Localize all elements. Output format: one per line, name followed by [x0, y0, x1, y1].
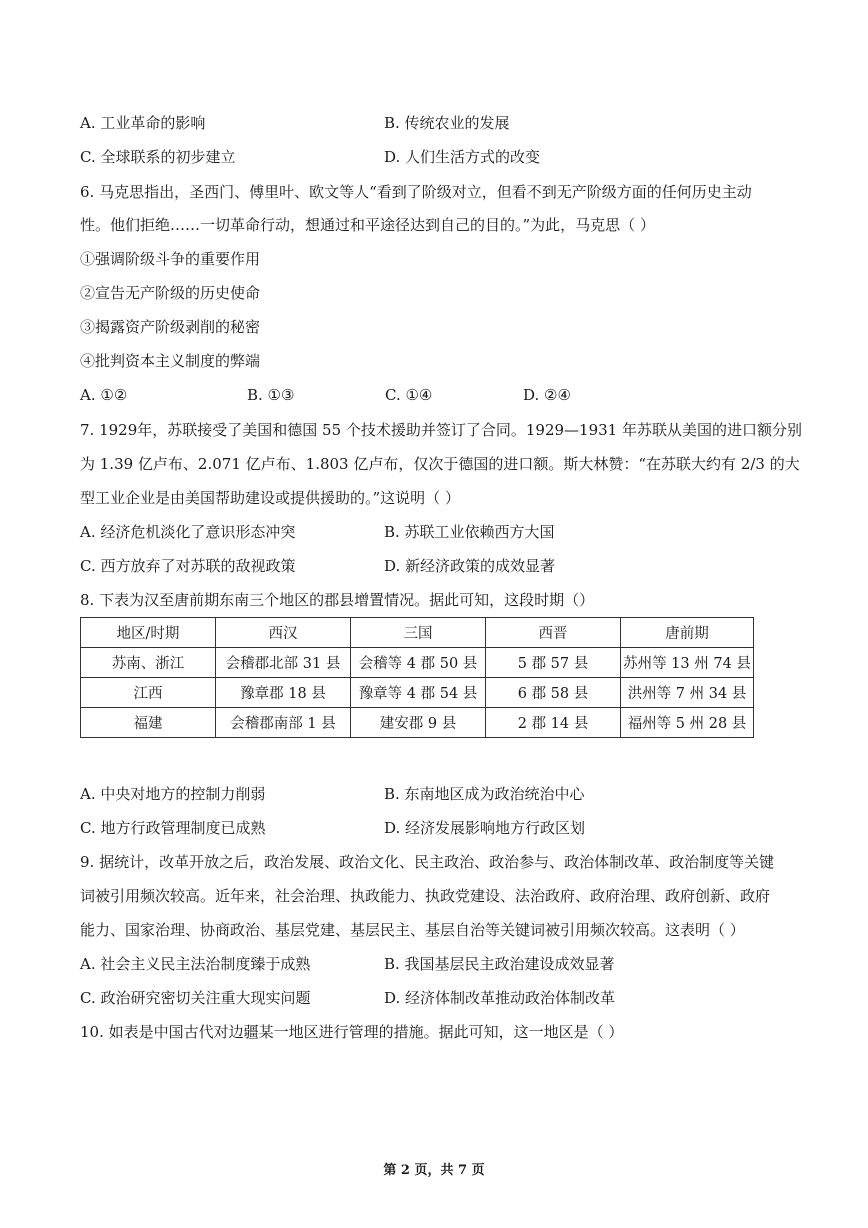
- q6-stem-line1: 6. 马克思指出，圣西门、傅里叶、欧文等人“看到了阶级对立，但看不到无产阶级方面的任何历史主动: [80, 183, 752, 201]
- q10-stem: 10. 如表是中国古代对边疆某一地区进行管理的措施。据此可知，这一地区是（ ）: [80, 1023, 624, 1041]
- q6-option-d: D. ②④: [523, 386, 571, 404]
- table-header-cell: 西晋: [486, 618, 621, 648]
- q7-stem-line2: 为 1.39 亿卢布、2.071 亿卢布、1.803 亿卢布，仅次于德国的进口额。斯大林赞：“在苏联大约有 2/3 的大: [80, 455, 800, 473]
- table-cell: 福州等 5 州 28 县: [621, 708, 754, 738]
- q6-item-3: ③揭露资产阶级剥削的秘密: [80, 318, 261, 336]
- q9-stem-line3: 能力、国家治理、协商政治、基层党建、基层民主、基层自治等关键词被引用频次较高。这表明（ ）: [80, 921, 745, 939]
- q6-item-4: ④批判资本主义制度的弊端: [80, 352, 261, 370]
- table-header-cell: 三国: [351, 618, 486, 648]
- table-cell: 洪州等 7 州 34 县: [621, 678, 754, 708]
- table-cell: 苏南、浙江: [81, 648, 216, 678]
- q8-option-c: C. 地方行政管理制度已成熟: [80, 819, 266, 837]
- table-header-row: [81, 618, 754, 648]
- q6-option-a: A. ①②: [80, 386, 128, 404]
- q6-option-c: C. ①④: [385, 386, 433, 404]
- table-cell: 苏州等 13 州 74 县: [621, 648, 754, 678]
- q9-option-b: B. 我国基层民主政治建设成效显著: [384, 955, 615, 973]
- q8-option-b: B. 东南地区成为政治统治中心: [384, 785, 585, 803]
- q6-item-1: ①强调阶级斗争的重要作用: [80, 250, 261, 268]
- table-cell: 会稽等 4 郡 50 县: [351, 648, 486, 678]
- table-header-cell: 地区/时期: [81, 618, 216, 648]
- table-cell: 2 郡 14 县: [486, 708, 621, 738]
- table-cell: 会稽郡南部 1 县: [216, 708, 351, 738]
- q7-stem-line1: 7. 1929年，苏联接受了美国和德国 55 个技术援助并签订了合同。1929—1931 年苏联从美国的进口额分别: [80, 421, 802, 439]
- q7-option-c: C. 西方放弃了对苏联的敌视政策: [80, 557, 296, 575]
- q6-option-b: B. ①③: [247, 386, 295, 404]
- q6-stem-line2: 性。他们拒绝……一切革命行动，想通过和平途径达到自己的目的。”为此，马克思（ ）: [80, 216, 655, 234]
- q9-option-c: C. 政治研究密切关注重大现实问题: [80, 989, 311, 1007]
- table-cell: 江西: [81, 678, 216, 708]
- q9-stem-line2: 词被引用频次较高。近年来，社会治理、执政能力、执政党建设、法治政府、政府治理、政府创新、政府: [80, 887, 771, 905]
- table-cell: 会稽郡北部 31 县: [216, 648, 351, 678]
- table-row: [81, 708, 754, 738]
- q8-option-a: A. 中央对地方的控制力削弱: [80, 785, 266, 803]
- table-row: [81, 678, 754, 708]
- q9-option-d: D. 经济体制改革推动政治体制改革: [384, 989, 616, 1007]
- table-cell: 豫章等 4 郡 54 县: [351, 678, 486, 708]
- page-footer: 第 2 页，共 7 页: [383, 1163, 485, 1178]
- q5-option-d: D. 人们生活方式的改变: [384, 148, 541, 166]
- q9-stem-line1: 9. 据统计，改革开放之后，政治发展、政治文化、民主政治、政治参与、政治体制改革、政治制度等关键: [80, 853, 775, 871]
- table-cell: 建安郡 9 县: [351, 708, 486, 738]
- q8-table: [80, 617, 754, 738]
- table-cell: 5 郡 57 县: [486, 648, 621, 678]
- q7-stem-line3: 型工业企业是由美国帮助建设或提供援助的。”这说明（ ）: [80, 489, 460, 507]
- q9-option-a: A. 社会主义民主法治制度臻于成熟: [80, 955, 311, 973]
- q5-option-c: C. 全球联系的初步建立: [80, 148, 236, 166]
- q7-option-b: B. 苏联工业依赖西方大国: [384, 523, 555, 541]
- table-cell: 豫章郡 18 县: [216, 678, 351, 708]
- q5-option-a: A. 工业革命的影响: [80, 114, 206, 132]
- q6-item-2: ②宣告无产阶级的历史使命: [80, 284, 261, 302]
- q7-option-d: D. 新经济政策的成效显著: [384, 557, 556, 575]
- table-cell: 6 郡 58 县: [486, 678, 621, 708]
- q8-stem: 8. 下表为汉至唐前期东南三个地区的郡县增置情况。据此可知，这段时期（）: [80, 591, 595, 609]
- q5-option-b: B. 传统农业的发展: [384, 114, 510, 132]
- table-row: [81, 648, 754, 678]
- table-cell: 福建: [81, 708, 216, 738]
- table-header-cell: 唐前期: [621, 618, 754, 648]
- table-header-cell: 西汉: [216, 618, 351, 648]
- q7-option-a: A. 经济危机淡化了意识形态冲突: [80, 523, 296, 541]
- q8-option-d: D. 经济发展影响地方行政区划: [384, 819, 586, 837]
